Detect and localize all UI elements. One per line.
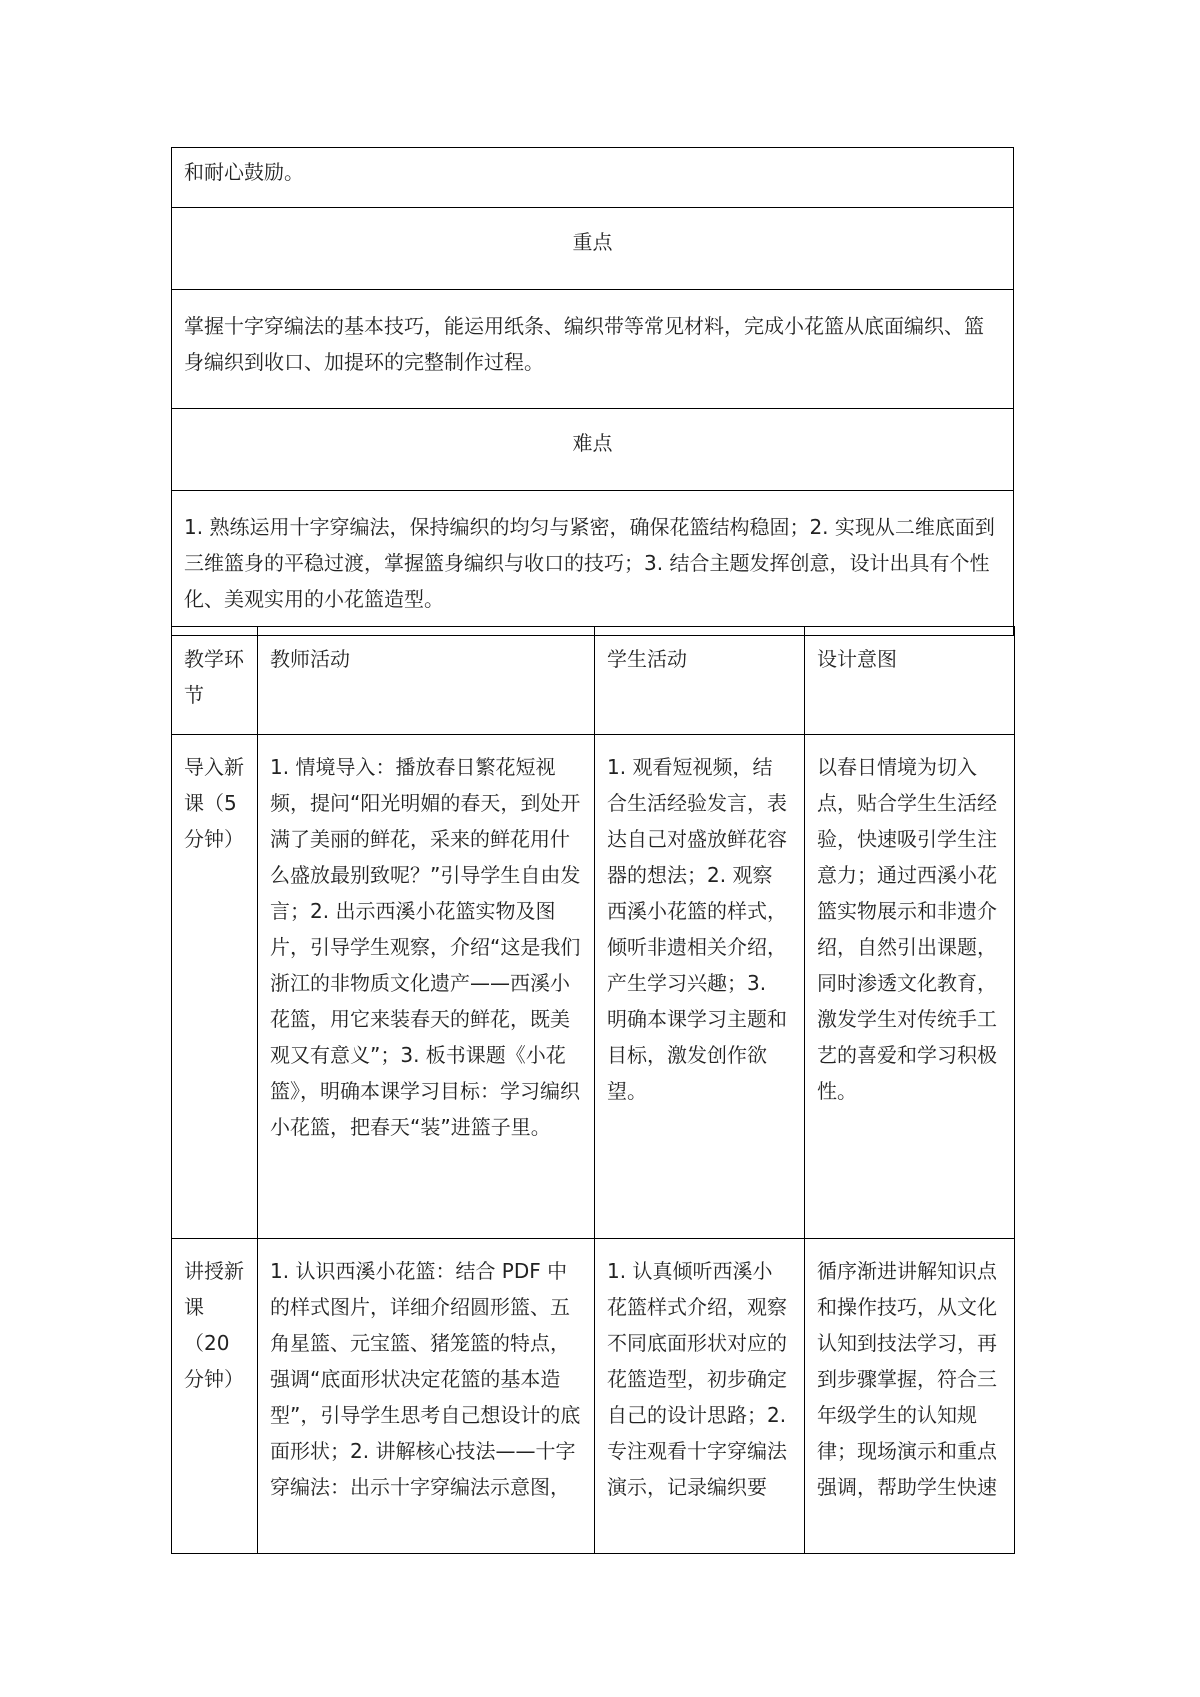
student-activity-cell: 1. 认真倾听西溪小花篮样式介绍，观察不同底面形状对应的花篮造型，初步确定自己的设计思路；2. 专注观看十字穿编法演示，记录编织要 — [595, 1239, 805, 1554]
design-intent-cell: 以春日情境为切入点，贴合学生生活经验，快速吸引学生注意力；通过西溪小花篮实物展示和非遗介绍，自然引出课题，同时渗透文化教育，激发学生对传统手工艺的喜爱和学习积极性。 — [805, 735, 1015, 1239]
student-activity-cell: 1. 观看短视频，结合生活经验发言，表达自己对盛放鲜花容器的想法；2. 观察西溪小花篮的样式，倾听非遗相关介绍，产生学习兴趣；3. 明确本课学习主题和目标，激发创作欲望。 — [595, 735, 805, 1239]
key-points-content: 掌握十字穿编法的基本技巧，能运用纸条、编织带等常见材料，完成小花篮从底面编织、篮身编织到收口、加提环的完整制作过程。 — [172, 290, 1014, 409]
teacher-activity-cell: 1. 认识西溪小花篮：结合 PDF 中的样式图片，详细介绍圆形篮、五角星篮、元宝篮、猪笼篮的特点，强调“底面形状决定花篮的基本造型”，引导学生思考自己想设计的底面形状；2. 讲解核心技法——十字穿编法：出示十字穿编法示意图， — [258, 1239, 595, 1554]
design-intent-cell: 循序渐进讲解知识点和操作技巧，从文化认知到技法学习，再到步骤掌握，符合三年级学生的认知规律；现场演示和重点强调，帮助学生快速 — [805, 1239, 1015, 1554]
table-header-row — [172, 627, 1015, 735]
table-row — [172, 1239, 1015, 1554]
header-student-activity: 学生活动 — [595, 627, 805, 735]
header-stage: 教学环节 — [172, 627, 258, 735]
continuation-text: 和耐心鼓励。 — [172, 148, 1014, 208]
stage-cell: 导入新课（5分钟） — [172, 735, 258, 1239]
header-teacher-activity: 教师活动 — [258, 627, 595, 735]
key-points-heading: 重点 — [172, 208, 1014, 290]
stage-cell: 讲授新课（20分钟） — [172, 1239, 258, 1554]
objectives-table — [171, 147, 1014, 636]
difficulties-heading: 难点 — [172, 409, 1014, 491]
difficulties-content: 1. 熟练运用十字穿编法，保持编织的均匀与紧密，确保花篮结构稳固；2. 实现从二维底面到三维篮身的平稳过渡，掌握篮身编织与收口的技巧；3. 结合主题发挥创意，设计出具有个性化、美观实用的小花篮造型。 — [172, 491, 1014, 636]
teacher-activity-cell: 1. 情境导入：播放春日繁花短视频，提问“阳光明媚的春天，到处开满了美丽的鲜花，采来的鲜花用什么盛放最别致呢？”引导学生自由发言；2. 出示西溪小花篮实物及图片，引导学生观察，介绍“这是我们浙江的非物质文化遗产——西溪小花篮，用它来装春天的鲜花，既美观又有意义”；3. 板书课题《小花篮》，明确本课学习目标：学习编织小花篮，把春天“装”进篮子里。 — [258, 735, 595, 1239]
teaching-process-table — [171, 626, 1015, 1554]
table-row — [172, 735, 1015, 1239]
header-design-intent: 设计意图 — [805, 627, 1015, 735]
